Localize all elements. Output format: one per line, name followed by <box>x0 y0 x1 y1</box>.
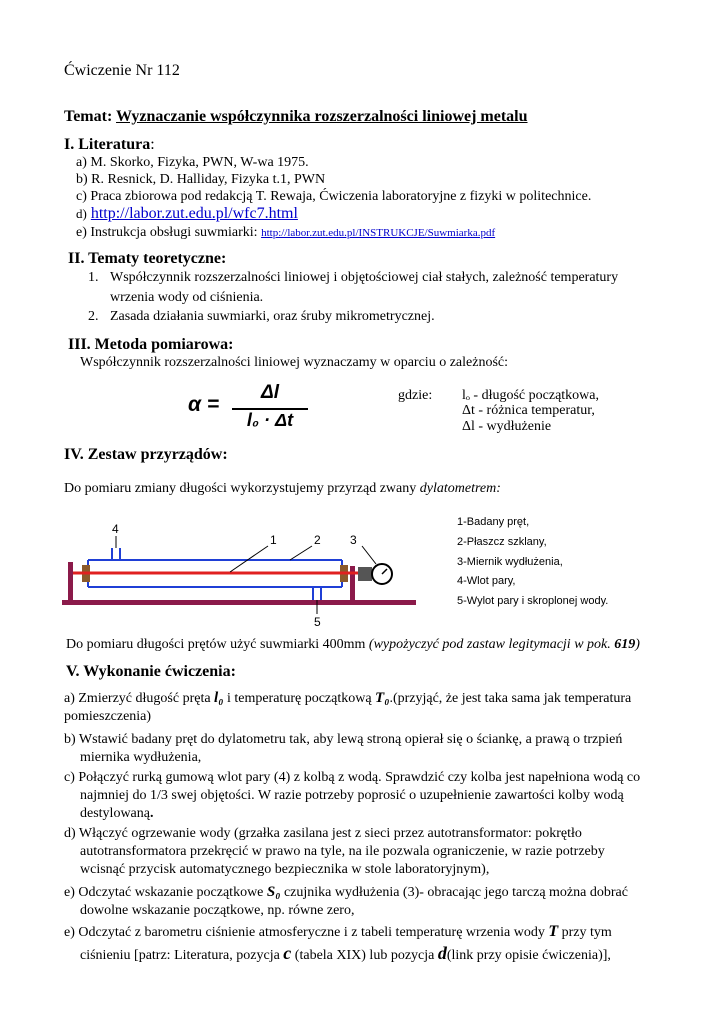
method-intro: Współczynnik rozszerzalności liniowej wyznaczamy w oparciu o zależność: <box>80 355 508 370</box>
literature-item-e <box>76 225 495 241</box>
literature-heading <box>64 136 155 154</box>
leader-2 <box>290 546 312 560</box>
caliper-note-text: Do pomiaru długości prętów użyć suwmiarki 400mm <box>66 637 366 652</box>
step-e2-line-2c: (link przy opisie ćwiczenia)], <box>446 948 611 963</box>
equipment-intro-text: Do pomiaru zmiany długości wykorzystujemy przyrząd zwany <box>64 481 417 496</box>
theory-item-2-number: 2. <box>88 309 99 324</box>
step-e1-s0: S₀ <box>266 884 281 900</box>
literature-item-a: a) M. Skorko, Fizyka, PWN, W-wa 1975. <box>76 155 309 170</box>
theory-item-2: Zasada działania suwmiarki, oraz śruby mikrometrycznej. <box>110 309 435 324</box>
step-c-line-2: najmniej do 1/3 swej objętości. W razie potrzeby poprosić o uzupełnienie zawartości kolby wodą <box>80 788 624 803</box>
formula-alpha: α = <box>188 393 220 416</box>
equipment-intro-term: dylatometrem: <box>419 481 501 496</box>
literature-heading-text: I. Literatura <box>64 136 151 153</box>
topic-line <box>64 108 528 126</box>
frame-base <box>62 600 416 605</box>
literature-item-d <box>76 205 298 223</box>
topic-label: Temat: <box>64 108 113 125</box>
step-a-line-2: pomieszczenia) <box>64 709 152 724</box>
diagram-label-4: 4 <box>112 522 119 536</box>
formula-where-label: gdzie: <box>398 388 433 403</box>
diagram-label-5: 5 <box>314 615 321 629</box>
step-b-line-2: miernika wydłużenia, <box>80 750 202 765</box>
step-c-line-1: c) Połączyć rurką gumową wlot pary (4) z kolbą z wodą. Sprawdzić czy kolba jest napełniona wodą co <box>64 770 641 785</box>
diagram-legend-3: 3-Miernik wydłużenia, <box>457 556 563 568</box>
procedure-heading: V. Wykonanie ćwiczenia: <box>66 663 236 680</box>
page-title: Ćwiczenie Nr 112 <box>64 62 180 79</box>
step-d-line-3: wcisnąć przycisk automatycznego bezpiecznika w stole laboratoryjnym), <box>80 862 490 877</box>
step-b <box>64 731 622 767</box>
theory-heading: II. Tematy teoretyczne: <box>68 250 227 267</box>
formula-legend-dl: Δl - wydłużenie <box>462 419 552 434</box>
diagram-label-1: 1 <box>270 533 277 547</box>
literature-colon: : <box>150 136 155 153</box>
frame-right-post <box>350 566 355 602</box>
method-heading: III. Metoda pomiarowa: <box>68 336 234 353</box>
caliper-note <box>66 637 640 653</box>
leader-3 <box>362 546 376 564</box>
suwmiarka-pdf-link[interactable]: http://labor.zut.edu.pl/INSTRUKCJE/Suwmiarka.pdf <box>261 227 496 239</box>
caliper-note-end: ) <box>635 637 640 652</box>
caliper-note-deposit: (wypożyczyć pod zastaw legitymacji w pok. <box>368 637 611 652</box>
theory-item-1-number: 1. <box>88 270 99 285</box>
literature-item-c: c) Praca zbiorowa pod redakcją T. Rewaja, Ćwiczenia laboratoryjne z fizyki w politechnice. <box>76 189 592 204</box>
theory-item-1-line-2: wrzenia wody od ciśnienia. <box>110 290 264 305</box>
diagram-label-3: 3 <box>350 533 357 547</box>
diagram-legend-1: 1-Badany pręt, <box>457 516 530 528</box>
diagram-legend-2: 2-Płaszcz szklany, <box>457 536 547 548</box>
literature-item-e-prefix: e) Instrukcja obsługi suwmiarki: <box>76 225 258 240</box>
step-e2-text-2: przy tym <box>561 925 612 940</box>
topic-text: Wyznaczanie współczynnika rozszerzalności liniowej metalu <box>116 108 528 125</box>
step-a-text-2: i temperaturę początkową <box>226 691 372 706</box>
equipment-intro <box>64 481 501 497</box>
literature-item-d-prefix: d) <box>76 206 87 221</box>
step-e2-d: d <box>437 943 447 963</box>
literature-item-b: b) R. Resnick, D. Halliday, Fizyka t.1, PWN <box>76 172 326 187</box>
step-e1-line-2: dowolne wskazanie początkowe, np. równe zero, <box>80 903 355 918</box>
diagram-label-2: 2 <box>314 533 321 547</box>
equipment-heading: IV. Zestaw przyrządów: <box>64 446 228 463</box>
step-b-line-1: b) Wstawić badany pręt do dylatometru tak, aby lewą stroną opierał się o ściankę, a prawą o trzpień <box>64 732 623 747</box>
step-a-text-3: .(przyjąć, że jest taka sama jak temperatura <box>389 691 632 706</box>
step-a <box>64 689 631 726</box>
step-e1-text-1: e) Odczytać wskazanie początkowe <box>64 885 264 900</box>
dilatometer-diagram <box>60 520 420 632</box>
caliper-note-room: 619 <box>614 637 636 652</box>
step-a-text-1: a) Zmierzyć długość pręta <box>64 691 211 706</box>
step-e2-text-1: e) Odczytać z barometru ciśnienie atmosferyczne i z tabeli temperaturę wrzenia wody <box>64 925 545 940</box>
step-e2-T: T <box>548 923 559 940</box>
step-d-line-1: d) Włączyć ogrzewanie wody (grzałka zasilana jest z sieci przez autotransformator: pokrętło <box>64 826 582 841</box>
formula-legend-l0: lₒ - długość początkowa, <box>462 388 599 403</box>
gauge-body <box>358 567 372 581</box>
step-a-t0: T₀ <box>375 690 390 706</box>
wfc7-link[interactable]: http://labor.zut.edu.pl/wfc7.html <box>90 205 298 222</box>
diagram-legend-4: 4-Wlot pary, <box>457 575 516 587</box>
diagram-legend-5: 5-Wylot pary i skroplonej wody. <box>457 595 609 607</box>
step-d <box>64 825 605 879</box>
step-d-line-2: autotransformatora przekręcić w prawo na tyle, na ile pozwala ograniczenie, w razie potrzeby <box>80 844 605 859</box>
step-e2-c: c <box>283 943 292 963</box>
step-c-line-3-end: . <box>149 806 154 821</box>
step-e2-line-2a: ciśnieniu [patrz: Literatura, pozycja <box>80 948 280 963</box>
step-c <box>64 769 640 823</box>
formula-legend-dt: Δt - różnica temperatur, <box>462 403 595 418</box>
formula <box>188 382 328 434</box>
step-c-line-3: destylowaną <box>80 806 150 821</box>
step-e2-line-2b: (tabela XIX) lub pozycja <box>294 948 435 963</box>
theory-item-1-line-1: Współczynnik rozszerzalności liniowej i objętościowej ciał stałych, zależność temperatury <box>110 270 619 285</box>
step-e-initial-reading <box>64 883 628 920</box>
step-e1-text-2: czujnika wydłużenia (3)- obracając jego tarczą można dobrać <box>283 885 628 900</box>
formula-numerator: Δl <box>260 382 280 403</box>
formula-denominator: l₀ · Δt <box>246 410 294 430</box>
step-e-barometer <box>64 922 612 966</box>
frame-left-post <box>68 562 73 602</box>
step-a-l0: l₀ <box>214 690 224 706</box>
